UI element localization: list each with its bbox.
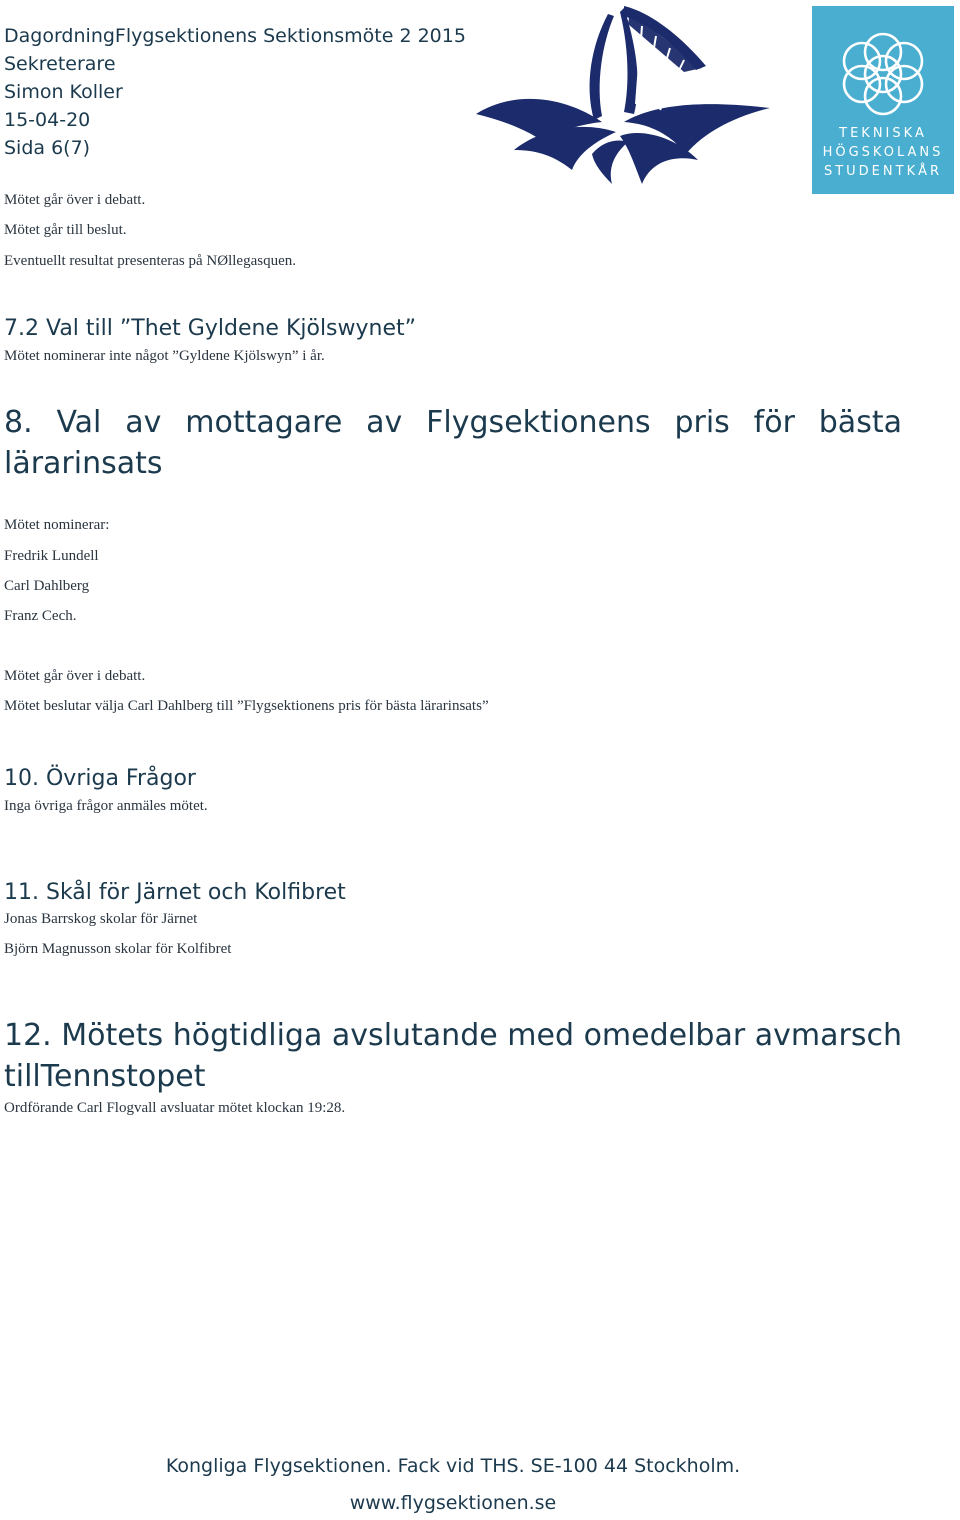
author-role: Sekreterare <box>4 53 116 75</box>
ths-rings-icon <box>812 6 954 126</box>
nominee: Franz Cech. <box>4 608 77 624</box>
heading-word: 12. <box>4 1018 52 1053</box>
ths-logo-text-2: HÖGSKOLANS <box>822 145 944 160</box>
section-heading-8-line2: lärarinsats <box>4 446 163 481</box>
heading-word: Val <box>56 405 102 440</box>
section-heading-12 <box>4 1018 902 1053</box>
heading-word: av <box>125 405 162 440</box>
section-heading-7-2: 7.2 Val till ”Thet Gyldene Kjölswynet” <box>4 316 417 341</box>
heading-word: av <box>366 405 403 440</box>
heading-word: omedelbar <box>583 1018 746 1053</box>
heading-word: bästa <box>818 405 902 440</box>
author-name: Simon Koller <box>4 81 123 103</box>
intro-line: Mötet går över i debatt. <box>4 192 146 208</box>
heading-word: Mötets <box>61 1018 164 1053</box>
debate-line: Mötet går över i debatt. <box>4 668 146 684</box>
footer-address: Kongliga Flygsektionen. Fack vid THS. SE-100 44 Stockholm. <box>165 1455 741 1477</box>
ths-logo-text-3: STUDENTKÅR <box>823 164 943 179</box>
heading-word: avslutande <box>331 1018 498 1053</box>
header-block <box>4 22 466 162</box>
nominate-label: Mötet nominerar: <box>4 517 110 533</box>
nominee: Carl Dahlberg <box>4 578 90 594</box>
document-date: 15-04-20 <box>4 109 91 131</box>
flygsektionen-ship-logo <box>474 4 774 186</box>
intro-line: Mötet går till beslut. <box>4 222 127 238</box>
ths-logo-text-1: TEKNISKA <box>839 126 927 141</box>
intro-line: Eventuellt resultat presenteras på NØllegasquen. <box>4 253 296 269</box>
heading-word: för <box>753 405 795 440</box>
section-text: Mötet nominerar inte något ”Gyldene Kjölswyn” i år. <box>4 348 325 364</box>
section-heading-8 <box>4 405 902 440</box>
section-text: Ordförande Carl Flogvall avsluatar mötet klockan 19:28. <box>4 1100 346 1116</box>
page-number: Sida 6(7) <box>4 137 91 159</box>
heading-word: pris <box>674 405 730 440</box>
document-title: DagordningFlygsektionens Sektionsmöte 2 2015 <box>4 25 466 47</box>
nominee: Fredrik Lundell <box>4 548 99 564</box>
heading-word: högtidliga <box>172 1018 323 1053</box>
decision-line: Mötet beslutar välja Carl Dahlberg till ”Flygsektionens pris för bästa lärarinsats” <box>4 698 489 714</box>
footer-website-link[interactable]: www.flygsektionen.se <box>349 1492 557 1514</box>
section-heading-11: 11. Skål för Järnet och Kolfibret <box>4 880 346 905</box>
heading-word: Flygsektionens <box>426 405 651 440</box>
ths-logo <box>812 6 954 194</box>
section-heading-12-line2: tillTennstopet <box>4 1059 206 1094</box>
heading-word: 8. <box>4 405 33 440</box>
section-heading-10: 10. Övriga Frågor <box>4 766 196 791</box>
heading-word: avmarsch <box>754 1018 902 1053</box>
heading-word: mottagare <box>185 405 343 440</box>
heading-word: med <box>507 1018 574 1053</box>
section-text: Jonas Barrskog skolar för Järnet <box>4 911 198 927</box>
section-text: Björn Magnusson skolar för Kolfibret <box>4 941 232 957</box>
section-text: Inga övriga frågor anmäles mötet. <box>4 798 208 814</box>
